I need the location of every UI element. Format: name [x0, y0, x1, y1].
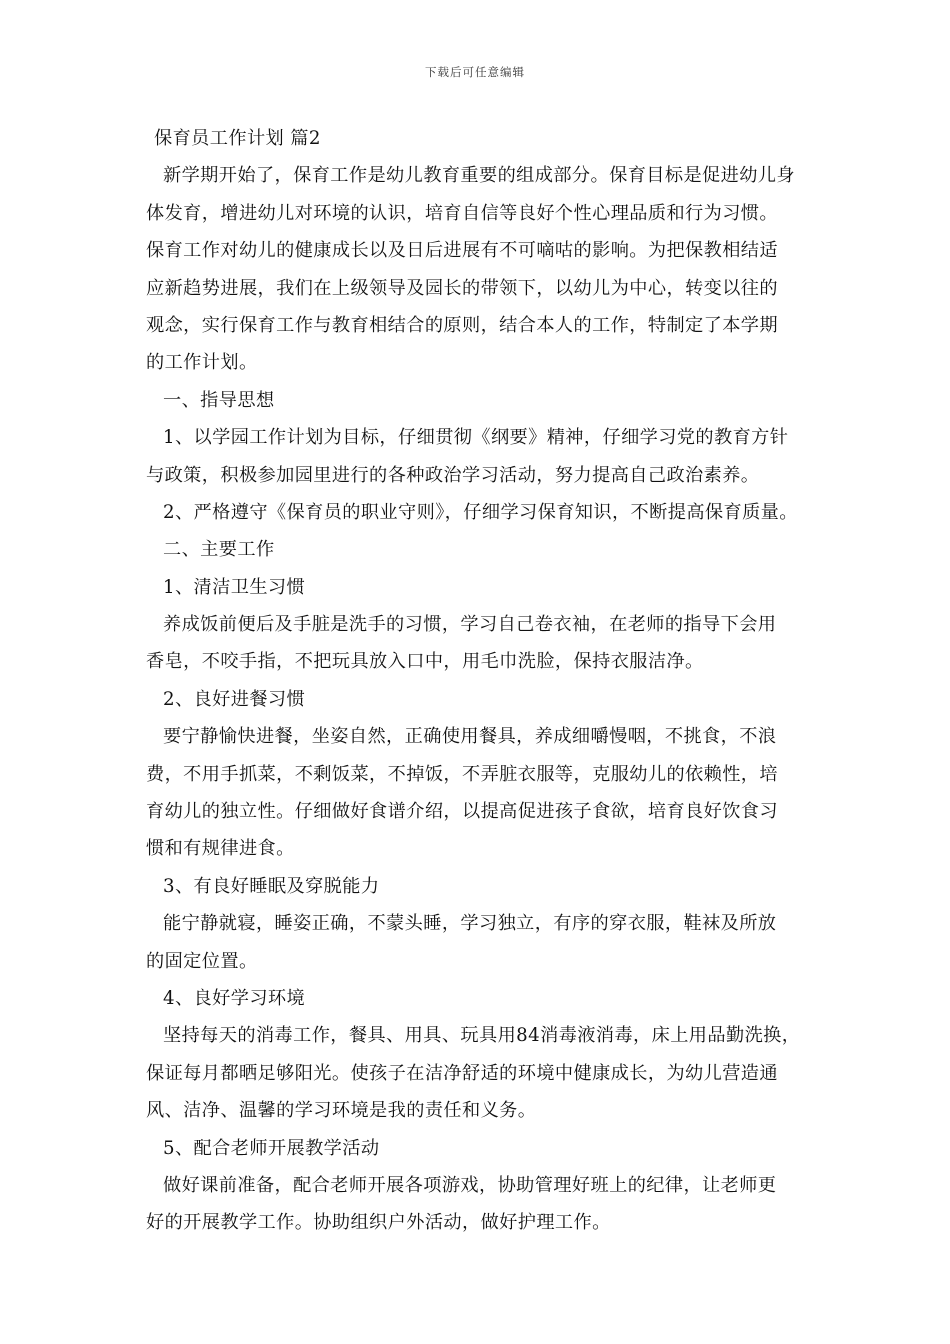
text-line: 二、主要工作: [163, 539, 275, 561]
text-line: 4、良好学习环境: [163, 987, 306, 1009]
text-line: 能宁静就寝，睡姿正确，不蒙头睡，学习独立，有序的穿衣服，鞋袜及所放: [163, 913, 777, 935]
text-line: 好的开展教学工作。协助组织户外活动，做好护理工作。: [146, 1212, 611, 1234]
document-lines: [146, 157, 814, 1241]
text-line: 应新趋势进展，我们在上级领导及园长的带领下，以幼儿为中心，转变以往的: [146, 277, 778, 299]
text-line: 与政策，积极参加园里进行的各种政治学习活动，努力提高自己政治素养。: [146, 464, 760, 486]
text-line: 体发育，增进幼儿对环境的认识，培育自信等良好个性心理品质和行为习惯。: [146, 202, 778, 224]
text-line: 1、以学园工作计划为目标，仔细贯彻《纲要》精神，仔细学习党的教育方针: [163, 427, 789, 449]
text-line: 2、严格遵守《保育员的职业守则》，仔细学习保育知识，不断提高保育质量。: [163, 501, 798, 523]
document-body: [146, 120, 814, 1242]
text-line: 保育工作对幼儿的健康成长以及日后进展有不可嘀咕的影响。为把保教相结适: [146, 240, 778, 262]
text-line: 要宁静愉快进餐，坐姿自然，正确使用餐具，养成细嚼慢咽，不挑食，不浪: [163, 726, 777, 748]
text-line: 育幼儿的独立性。仔细做好食谱介绍，以提高促进孩子食欲，培育良好饮食习: [146, 801, 778, 823]
text-line: 的固定位置。: [146, 950, 258, 972]
text-line: 一、指导思想: [163, 389, 275, 411]
text-line: 2、良好进餐习惯: [163, 688, 306, 710]
text-line: 1、清洁卫生习惯: [163, 576, 306, 598]
text-line: 5、配合老师开展教学活动: [163, 1137, 380, 1159]
document-title: 保育员工作计划 篇2: [154, 128, 321, 149]
text-line: 观念，实行保育工作与教育相结合的原则，结合本人的工作，特制定了本学期: [146, 314, 778, 336]
text-line: 做好课前准备，配合老师开展各项游戏，协助管理好班上的纪律，让老师更: [163, 1174, 777, 1196]
text-line: 惯和有规律进食。: [146, 838, 295, 860]
text-line: 保证每月都晒足够阳光。使孩子在洁净舒适的环境中健康成长，为幼儿营造通: [146, 1062, 778, 1084]
header-note: 下载后可任意编辑: [425, 65, 525, 79]
text-line: 费，不用手抓菜，不剩饭菜，不掉饭，不弄脏衣服等，克服幼儿的依赖性，培: [146, 763, 778, 785]
text-line: 风、洁净、温馨的学习环境是我的责任和义务。: [146, 1100, 537, 1122]
text-line: 坚持每天的消毒工作，餐具、用具、玩具用84消毒液消毒，床上用品勤洗换，: [163, 1025, 801, 1047]
text-line: 的工作计划。: [146, 352, 258, 374]
text-line: 香皂，不咬手指，不把玩具放入口中，用毛巾洗脸，保持衣服洁净。: [146, 651, 704, 673]
text-line: 3、有良好睡眠及穿脱能力: [163, 875, 380, 897]
text-line: 养成饭前便后及手脏是洗手的习惯，学习自己卷衣袖，在老师的指导下会用: [163, 614, 777, 636]
text-line: 新学期开始了，保育工作是幼儿教育重要的组成部分。保育目标是促进幼儿身: [163, 165, 795, 187]
